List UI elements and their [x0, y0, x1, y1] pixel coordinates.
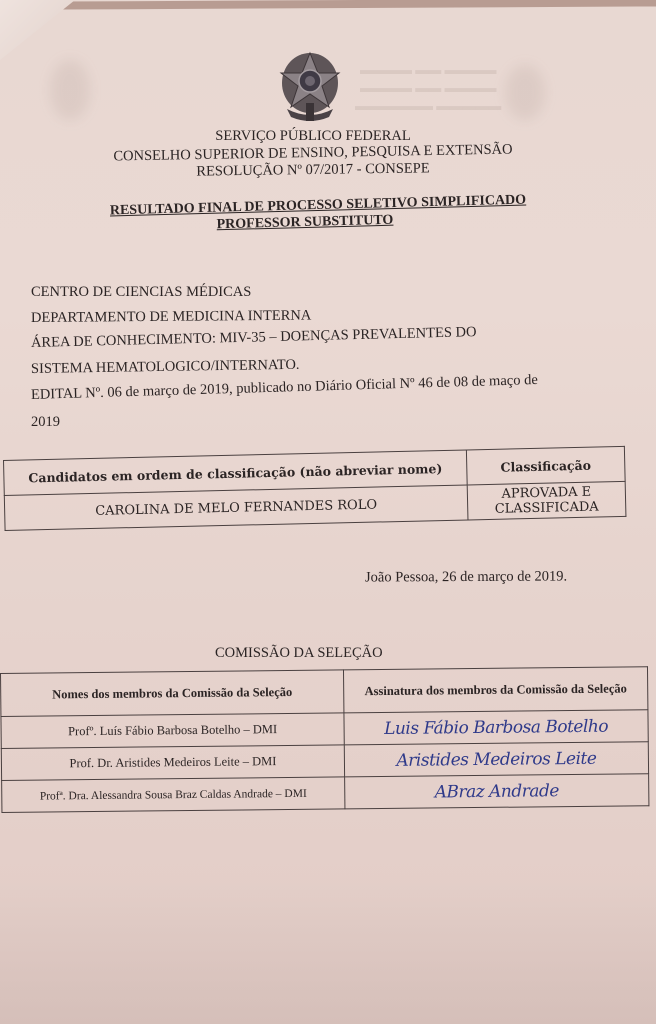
bleed-through-text: ▬▬▬▬ ▬▬ ▬▬▬▬ — [360, 62, 497, 77]
classification-status — [467, 481, 626, 520]
member-signature — [345, 774, 649, 809]
bleed-through-text: ▬▬▬▬▬▬ ▬▬▬▬▬ — [355, 98, 502, 113]
knowledge-area-line-1: ÁREA DE CONHECIMENTO: MIV-35 – DOENÇAS PREVALENTES DO — [30, 324, 477, 351]
signature: ABraz Andrade — [434, 780, 559, 802]
header-member-names: Nomes dos membros da Comissão da Seleção — [1, 670, 344, 717]
table-row — [2, 774, 649, 813]
header-classification: Classificação — [466, 446, 625, 485]
signature: Luis Fábio Barbosa Botelho — [384, 716, 609, 739]
member-name: Profº. Luís Fábio Barbosa Botelho – DMI — [1, 713, 344, 749]
header-signatures: Assinatura dos membros da Comissão da Seleção — [343, 667, 647, 713]
results-table — [3, 446, 626, 531]
bleed-through-mark — [50, 60, 90, 120]
brazil-coat-of-arms-icon — [277, 47, 343, 125]
document-title-line-1: RESULTADO FINAL DE PROCESSO SELETIVO SIMPLIFICADO — [109, 192, 527, 219]
page-fold — [0, 0, 75, 60]
committee-title: COMISSÃO DA SELEÇÃO — [215, 645, 383, 661]
header-line-1: SERVIÇO PÚBLICO FEDERAL — [215, 128, 411, 144]
bleed-through-text: ▬▬▬▬ ▬▬ ▬▬▬▬ — [360, 80, 497, 95]
department-name: DEPARTAMENTO DE MEDICINA INTERNA — [30, 307, 312, 326]
committee-table-header — [1, 667, 648, 717]
committee-table — [0, 666, 649, 813]
place-date: João Pessoa, 26 de março de 2019. — [364, 568, 568, 586]
knowledge-area-line-2: SISTEMA HEMATOLOGICO/INTERNATO. — [30, 356, 300, 377]
member-signature — [344, 710, 648, 745]
document-title-line-2: PROFESSOR SUBSTITUTO — [216, 212, 394, 233]
edital-line-2: 2019 — [31, 414, 60, 430]
page-shadow — [0, 880, 656, 1024]
header-line-2: CONSELHO SUPERIOR DE ENSINO, PESQUISA E EXTENSÃO — [113, 141, 513, 165]
bleed-through-mark — [505, 65, 545, 120]
header-candidates: Candidatos em ordem de classificação (não abreviar nome) — [4, 450, 468, 495]
member-signature — [344, 742, 648, 777]
edital-line-1: EDITAL Nº. 06 de março de 2019, publicado no Diário Oficial Nº 46 de 08 de maço de — [30, 371, 538, 403]
center-name: CENTRO DE CIENCIAS MÉDICAS — [31, 284, 252, 300]
page-top-edge — [60, 0, 656, 10]
signature: Aristides Medeiros Leite — [396, 748, 597, 771]
candidate-name: CAROLINA DE MELO FERNANDES ROLO — [4, 485, 468, 530]
status-line-1: APROVADA E — [501, 484, 592, 502]
status-line-2: CLASSIFICADA — [494, 499, 599, 517]
header-line-3: RESOLUÇÃO Nº 07/2017 - CONSEPE — [196, 160, 430, 180]
member-name: Prof. Dr. Aristides Medeiros Leite – DMI — [1, 745, 344, 781]
member-name: Profª. Dra. Alessandra Sousa Braz Caldas Andrade – DMI — [2, 777, 345, 813]
